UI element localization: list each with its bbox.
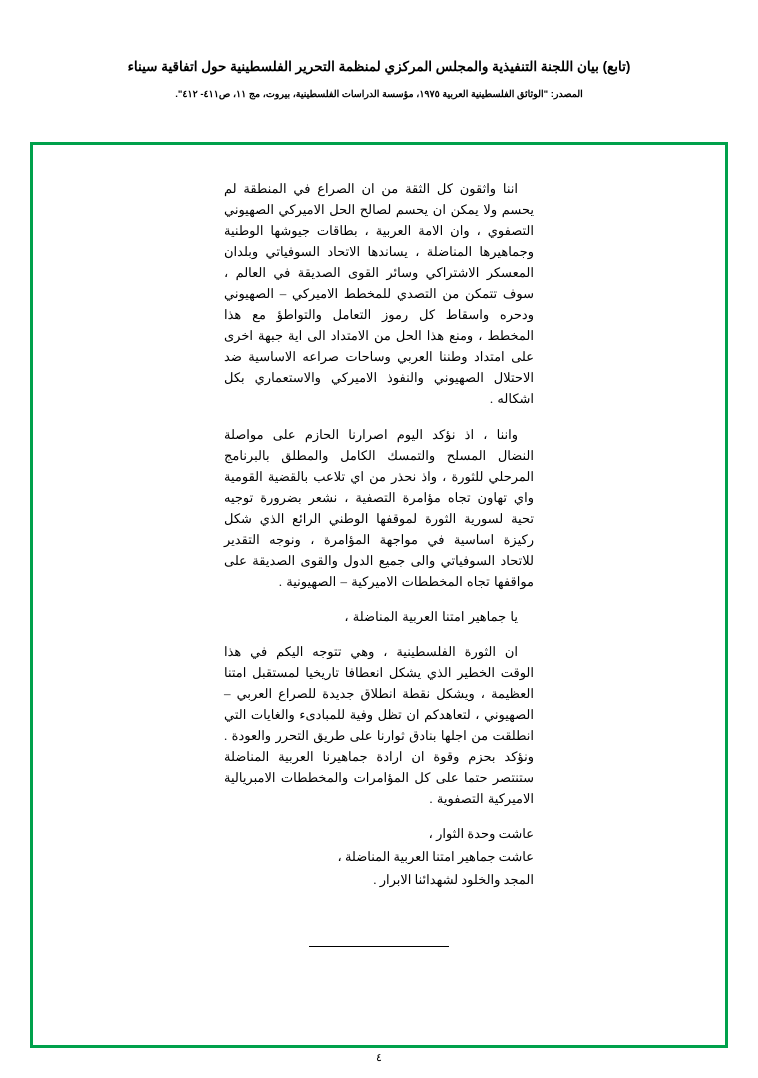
page-header xyxy=(0,0,758,100)
header-source: المصدر: "الوثائق الفلسطينية العربية ١٩٧٥، مؤسسة الدراسات الفلسطينية، بيروت، مج ١١، ص٤١١- ٤١٢". xyxy=(175,88,583,100)
document-body xyxy=(0,178,758,947)
closing-line: عاشت جماهير امتنا العربية المناضلة ، xyxy=(337,849,534,865)
closing-line: عاشت وحدة الثوار ، xyxy=(428,826,534,842)
paragraph-address: يا جماهير امتنا العربية المناضلة ، xyxy=(344,608,518,624)
text-column xyxy=(224,178,534,947)
page-footer xyxy=(0,1051,758,1064)
page-number: ٤ xyxy=(376,1052,382,1064)
paragraph: اننا واثقون كل الثقة من ان الصراع في المنطقة لم يحسم ولا يمكن ان يحسم لصالح الحل الاميركي الصهيوني التصفوي ، وان الامة العربية ، بطاقات جيوشها الوطنية وجماهيرها المناضلة ، يساندها الاتحاد السوفياتي وبلدان المعسكر الاشتراكي وسائر القوى الصديقة في العالم ، سوف تتمكن من التصدي للمخطط الاميركي – الصهيوني ودحره واسقاط كل رموز التعامل والتواطؤ مع هذا المخطط ، ومنع هذا الحل من الامتداد الى اية جبهة اخرى على امتداد وطننا العربي وساحات صراعه الاساسية ضد الاحتلال الصهيوني والنفوذ الاميركي والاستعماري بكل اشكاله . xyxy=(224,181,534,407)
horizontal-rule xyxy=(309,946,449,947)
paragraph: ان الثورة الفلسطينية ، وهي تتوجه اليكم في هذا الوقت الخطير الذي يشكل انعطافا تاريخيا لمستقبل امتنا العظيمة ، ويشكل نقطة انطلاق جديدة للصراع العربي – الصهيوني ، لتعاهدكم ان تظل وفية للمبادىء والغايات التي انطلقت من اجلها بنادق ثوارنا على طريق التحرر والعودة . ونؤكد بحزم وقوة ان ارادة جماهيرنا العربية المناضلة ستنتصر حتما على كل المؤامرات والمخططات الامبريالية الاميركية التصفوية . xyxy=(224,643,534,807)
header-title: (تابع) بيان اللجنة التنفيذية والمجلس المركزي لمنظمة التحرير الفلسطينية حول اتفاقية سيناء xyxy=(127,59,631,74)
closing-block xyxy=(224,823,534,890)
closing-line: المجد والخلود لشهدائنا الابرار . xyxy=(373,872,534,888)
paragraph: واننا ، اذ نؤكد اليوم اصرارنا الحازم على مواصلة النضال المسلح والتمسك الكامل والمطلق بالبرنامج المرحلي للثورة ، واذ نحذر من اي تلاعب بالقضية القومية واي تهاون تجاه مؤامرة التصفية ، نشعر بضرورة توجيه تحية لسورية الثورة لموقفها الوطني الرائع الذي شكل ركيزة اساسية في مواجهة المؤامرة ، ونوجه التقدير للاتحاد السوفياتي والى جميع الدول والقوى الصديقة على مواقفها تجاه المخططات الاميركية – الصهيونية . xyxy=(224,426,534,589)
